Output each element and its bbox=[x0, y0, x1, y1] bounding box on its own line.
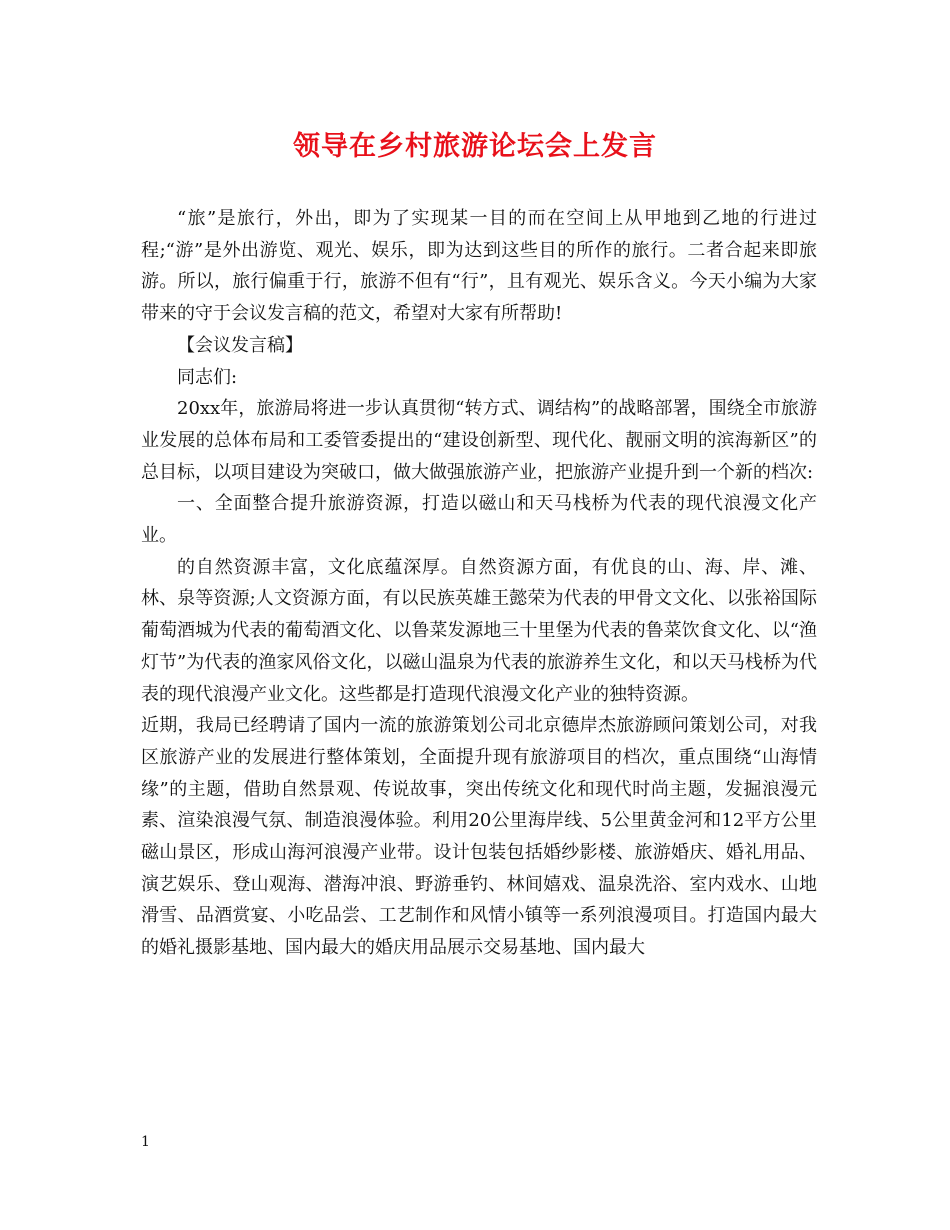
salutation: 同志们: bbox=[177, 366, 238, 388]
point-heading: 一、全面整合提升旅游资源，打造以磁山和天马栈桥为代表的现代浪漫文化产业。 bbox=[141, 493, 817, 547]
document-body bbox=[141, 203, 817, 964]
page-number: 1 bbox=[141, 1134, 150, 1150]
page-title: 领导在乡村旅游论坛会上发言 bbox=[293, 131, 657, 162]
section-heading: 【会议发言稿】 bbox=[177, 334, 303, 356]
body-paragraph: 20xx年，旅游局将进一步认真贯彻“转方式、调结构”的战略部署，围绕全市旅游业发展的总体布局和工委管委提出的“建设创新型、现代化、靓丽文明的滨海新区”的总目标，以项目建设为突破口，做大做强旅游产业，把旅游产业提升到一个新的档次: bbox=[141, 398, 817, 483]
body-paragraph: 近期，我局已经聘请了国内一流的旅游策划公司北京德岸杰旅游顾问策划公司，对我区旅游产业的发展进行整体策划，全面提升现有旅游项目的档次，重点围绕“山海情缘”的主题，借助自然景观、传说故事，突出传统文化和现代时尚主题，发掘浪漫元素、渲染浪漫气氛、制造浪漫体验。利用20公里海岸线、5公里黄金河和12平方公里磁山景区，形成山海河浪漫产业带。设计包装包括婚纱影楼、旅游婚庆、婚礼用品、演艺娱乐、登山观海、潜海冲浪、野游垂钓、林间嬉戏、温泉洗浴、室内戏水、山地滑雪、品酒赏宴、小吃品尝、工艺制作和风情小镇等一系列浪漫项目。打造国内最大的婚礼摄影基地、国内最大的婚庆用品展示交易基地、国内最大 bbox=[141, 715, 817, 959]
body-paragraph: 的自然资源丰富，文化底蕴深厚。自然资源方面，有优良的山、海、岸、滩、林、泉等资源;人文资源方面，有以民族英雄王懿荣为代表的甲骨文文化、以张裕国际葡萄酒城为代表的葡萄酒文化、以鲁菜发源地三十里堡为代表的鲁菜饮食文化、以“渔灯节”为代表的渔家风俗文化，以磁山温泉为代表的旅游养生文化，和以天马栈桥为代表的现代浪漫产业文化。这些都是打造现代浪漫文化产业的独特资源。 bbox=[141, 556, 817, 705]
intro-paragraph: “旅”是旅行，外出，即为了实现某一目的而在空间上从甲地到乙地的行进过程;“游”是外出游览、观光、娱乐，即为达到这些目的所作的旅行。二者合起来即旅游。所以，旅行偏重于行，旅游不但有“行”，且有观光、娱乐含义。今天小编为大家带来的守于会议发言稿的范文，希望对大家有所帮助! bbox=[141, 208, 817, 325]
